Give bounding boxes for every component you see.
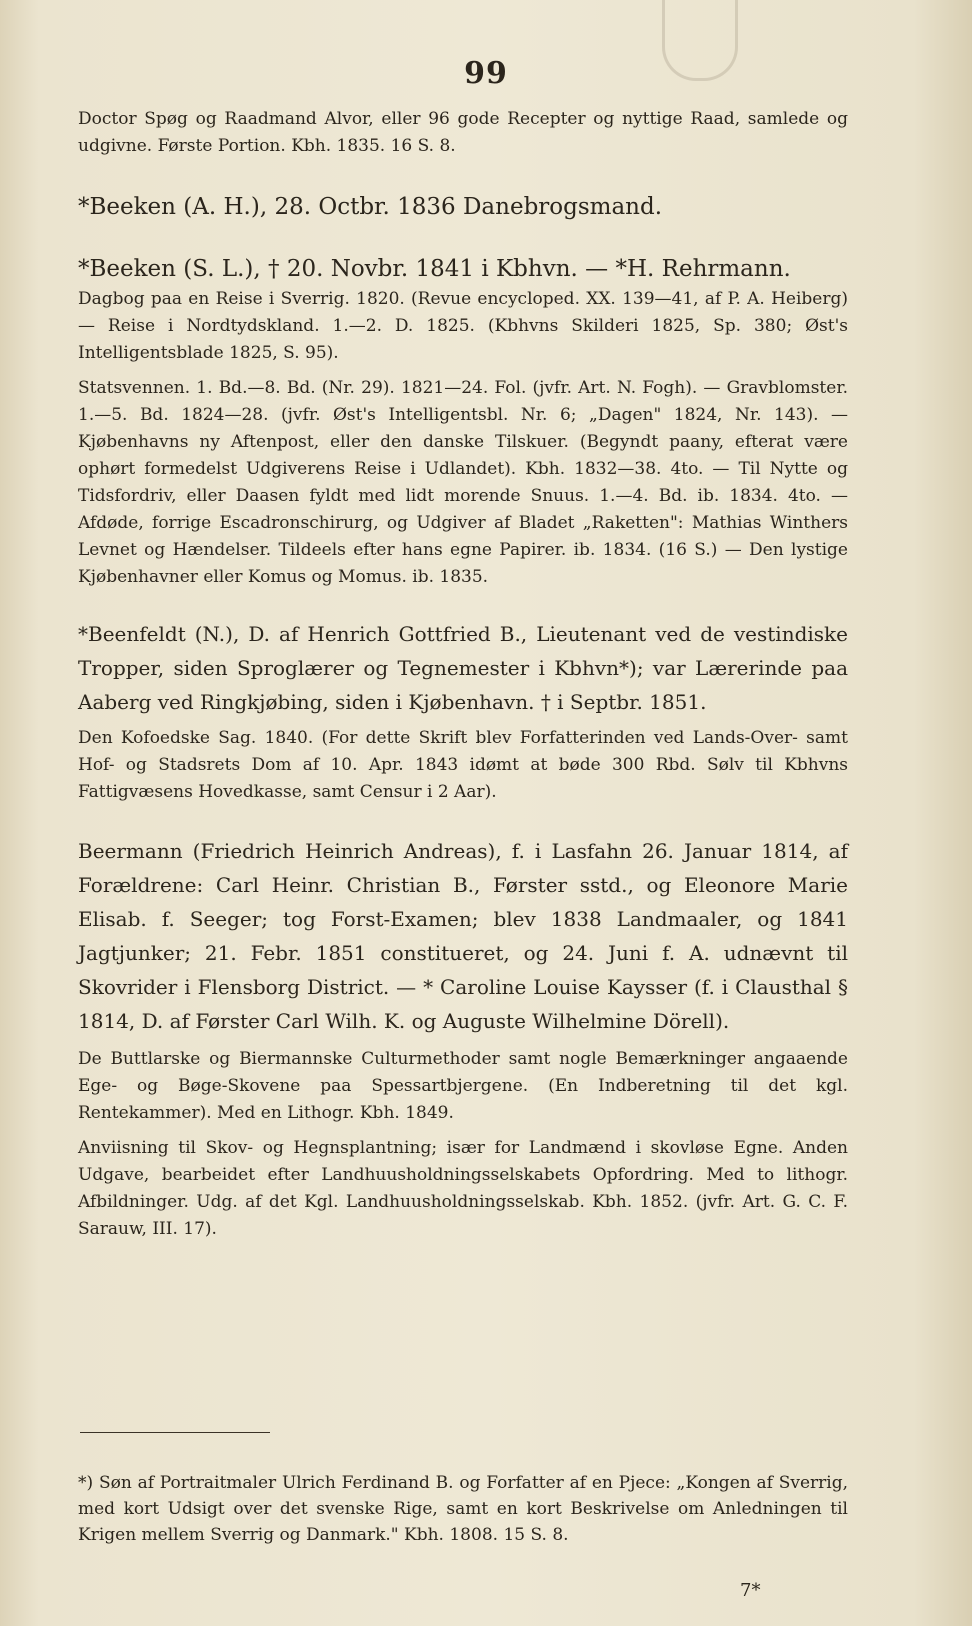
entry-doctor-spog: Doctor Spøg og Raadmand Alvor, eller 96 gode Recepter og nyttige Raad, samlede og udgivne. Første Portion. Kbh. 1835. 16 S. 8. <box>78 109 848 156</box>
footnote-rule <box>80 1432 270 1433</box>
entry-kofoedske-sag: Den Kofoedske Sag. 1840. (For dette Skrift blev Forfatterinden ved Lands-Over- samt Hof- og Stadsrets Dom af 10. Apr. 1843 idømt at bøde 300 Rbd. Sølv til Kbhvns Fattigvæsens Hovedkasse, samt Censur i 2 Aar). <box>78 728 848 802</box>
page-body <box>78 106 848 1243</box>
entry-culturmethoder: De Buttlarske og Biermannske Culturmethoder samt nogle Bemærkninger angaaende Ege- og Bøge-Skovene paa Spessartbjergene. (En Indberetning til det kgl. Rentekammer). Med en Lithogr. Kbh. 1849. <box>78 1049 848 1123</box>
entry-dagbog: Dagbog paa en Reise i Sverrig. 1820. (Revue encycloped. XX. 139—41, af P. A. Heiberg) — Reise i Nordtydskland. 1.—2. D. 1825. (Kbhvns Skilderi 1825, Sp. 380; Øst's Intelligentsblade 1825, S. 95). <box>78 289 848 363</box>
entry-beermann: Beermann (Friedrich Heinrich Andreas), f. i Lasfahn 26. Januar 1814, af Forældrene: Carl Heinr. Christian B., Førster sstd., og Eleonore Marie Elisab. f. Seeger; tog Forst-Examen; blev 1838 Landmaaler, og 1841 Jagtjunker; 21. Febr. 1851 constitueret, og 24. Juni f. A. udnævnt til Skovrider i Flensborg District. — * Caroline Louise Kaysser (f. i Clausthal § 1814, D. af Førster Carl Wilh. K. og Auguste Wilhelmine Dörell). <box>78 839 848 1033</box>
signature-mark: 7* <box>740 1580 761 1601</box>
footnote: *) Søn af Portraitmaler Ulrich Ferdinand B. og Forfatter af en Pjece: „Kongen af Sverrig, med kort Udsigt over det svenske Rige, samt en kort Beskrivelse om Anledningen til Krigen mellem Sverrig og Danmark." Kbh. 1808. 15 S. 8. <box>78 1473 848 1545</box>
heading-beeken-ah: *Beeken (A. H.), 28. Octbr. 1836 Danebrogsmand. <box>78 194 663 220</box>
page-number: 99 <box>464 56 508 91</box>
entry-beenfeldt: *Beenfeldt (N.), D. af Henrich Gottfried B., Lieutenant ved de vestindiske Tropper, siden Sproglærer og Tegnemester i Kbhvn*); var Lærerinde paa Aaberg ved Ringkjøbing, siden i Kjøbenhavn. † i Septbr. 1851. <box>78 622 848 714</box>
entry-statsvennen: Statsvennen. 1. Bd.—8. Bd. (Nr. 29). 1821—24. Fol. (jvfr. Art. N. Fogh). — Gravblomster. 1.—5. Bd. 1824—28. (jvfr. Øst's Intelligentsbl. Nr. 6; „Dagen" 1824, Nr. 143). — Kjøbenhavns ny Aftenpost, eller den danske Tilskuer. (Begyndt paany, efterat være ophørt formedelst Udgiverens Reise i Udlandet). Kbh. 1832—38. 4to. — Til Nytte og Tidsfordriv, eller Daasen fyldt med lidt morende Snuus. 1.—4. Bd. ib. 1834. 4to. — Afdøde, forrige Escadronschirurg, og Udgiver af Bladet „Raketten": Mathias Winthers Levnet og Hændelser. Tildeels efter hans egne Papirer. ib. 1834. (16 S.) — Den lystige Kjøbenhavner eller Komus og Momus. ib. 1835. <box>78 378 848 587</box>
heading-beeken-sl: *Beeken (S. L.), † 20. Novbr. 1841 i Kbhvn. — *H. Rehrmann. <box>78 256 791 282</box>
entry-anviisning: Anviisning til Skov- og Hegnsplantning; især for Landmænd i skovløse Egne. Anden Udgave, bearbeidet efter Landhuusholdningsselskabets Opfordring. Med to lithogr. Afbildninger. Udg. af det Kgl. Landhuusholdningsselskab. Kbh. 1852. (jvfr. Art. G. C. F. Sarauw, III. 17). <box>78 1138 848 1239</box>
